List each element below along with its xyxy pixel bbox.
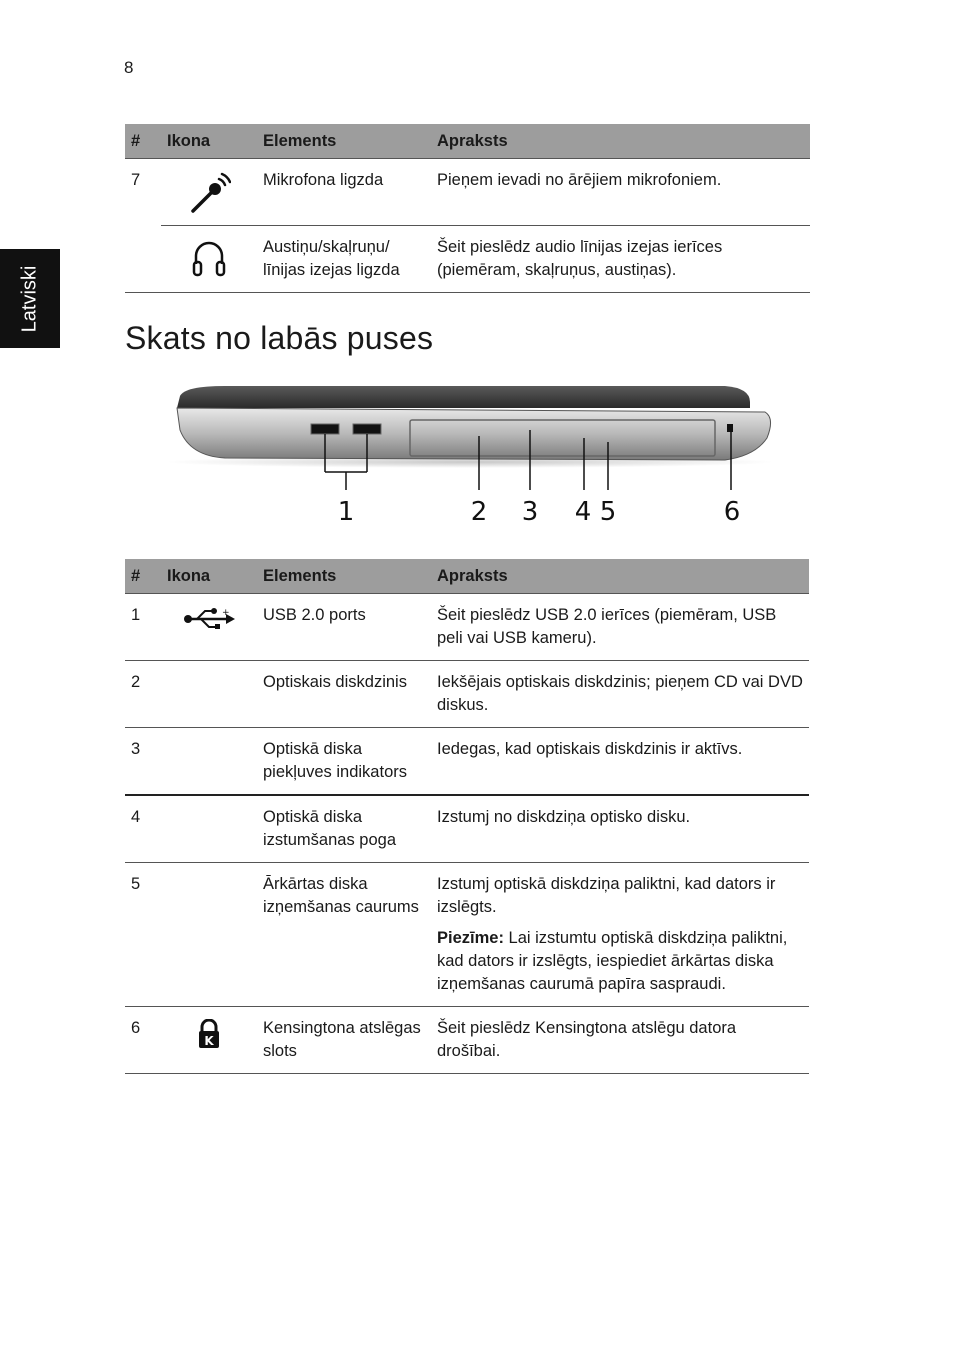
microphone-icon bbox=[187, 171, 231, 215]
ports-table-left bbox=[125, 124, 810, 293]
callout-1: 1 bbox=[337, 497, 355, 527]
svg-text:+: + bbox=[222, 608, 230, 618]
row-num: 1 bbox=[125, 594, 161, 661]
row-element: Optiskais diskdzinis bbox=[257, 661, 431, 728]
laptop-right-side-illustration bbox=[165, 378, 785, 538]
row-description: Pieņem ievadi no ārējiem mikrofoniem. bbox=[431, 159, 810, 226]
row-num: 7 bbox=[131, 171, 141, 189]
page-number: 8 bbox=[124, 58, 134, 77]
row-description: Šeit pieslēdz USB 2.0 ierīces (piemēram, USB peli vai USB kameru). bbox=[431, 594, 809, 661]
row-icon bbox=[161, 661, 257, 728]
section-title: Skats no labās puses bbox=[125, 320, 434, 356]
table-row bbox=[125, 661, 809, 728]
row-note bbox=[437, 927, 803, 996]
table-row bbox=[125, 728, 809, 796]
row-num: 4 bbox=[125, 795, 161, 863]
header-icon: Ikona bbox=[161, 124, 257, 159]
table-row bbox=[125, 863, 809, 1007]
ports-table-right bbox=[125, 559, 809, 1074]
row-description: Iedegas, kad optiskais diskdzinis ir aktīvs. bbox=[431, 728, 809, 796]
header-icon: Ikona bbox=[161, 559, 257, 594]
row-element: Ārkārtas diska izņemšanas caurums bbox=[257, 863, 431, 1007]
usb-port-1 bbox=[311, 424, 339, 434]
header-element: Elements bbox=[257, 124, 431, 159]
row-icon bbox=[161, 795, 257, 863]
callout-6: 6 bbox=[723, 497, 741, 527]
usb-port-2 bbox=[353, 424, 381, 434]
table-row bbox=[125, 594, 809, 661]
note-label: Piezīme: bbox=[437, 929, 504, 947]
table-header-row bbox=[125, 559, 809, 594]
callout-3: 3 bbox=[521, 497, 539, 527]
row-element: Kensingtona atslēgas slots bbox=[257, 1007, 431, 1074]
row-icon bbox=[161, 594, 257, 661]
table-row bbox=[125, 159, 810, 226]
callout-4: 4 bbox=[574, 497, 592, 527]
row-element: Optiskā diska izstumšanas poga bbox=[257, 795, 431, 863]
table-row bbox=[125, 795, 809, 863]
language-tab bbox=[0, 249, 60, 348]
row-description: Šeit pieslēdz Kensingtona atslēgu datora drošībai. bbox=[431, 1007, 809, 1074]
row-description: Izstumj no diskdziņa optisko disku. bbox=[431, 795, 809, 863]
row-icon bbox=[161, 1007, 257, 1074]
note-text: Lai izstumtu optiskā diskdziņa paliktni, kad dators ir izslēgts, iespiediet ārkārtas diska izņemšanas caurumā papīra saspraudi. bbox=[437, 929, 788, 993]
header-num: # bbox=[125, 124, 161, 159]
svg-text:K: K bbox=[204, 1034, 214, 1048]
row-description: Šeit pieslēdz audio līnijas izejas ierīces (piemēram, skaļruņus, austiņas). bbox=[431, 226, 810, 293]
row-element: Austiņu/skaļruņu/ līnijas izejas ligzda bbox=[257, 226, 431, 293]
callout-5: 5 bbox=[599, 497, 617, 527]
row-num: 3 bbox=[125, 728, 161, 796]
row-description: Iekšējais optiskais diskdzinis; pieņem CD vai DVD diskus. bbox=[431, 661, 809, 728]
row-num: 5 bbox=[125, 863, 161, 1007]
row-icon bbox=[161, 159, 257, 226]
laptop-lid bbox=[177, 386, 750, 408]
row-icon bbox=[161, 863, 257, 1007]
row-element: Optiskā diska piekļuves indikators bbox=[257, 728, 431, 796]
kensington-slot bbox=[727, 424, 733, 432]
header-description: Apraksts bbox=[431, 559, 809, 594]
row-num: 6 bbox=[125, 1007, 161, 1074]
table-row bbox=[125, 1007, 809, 1074]
headphones-icon bbox=[191, 238, 227, 278]
header-description: Apraksts bbox=[431, 124, 810, 159]
laptop-base bbox=[177, 408, 771, 460]
row-description-text: Izstumj optiskā diskdziņa paliktni, kad dators ir izslēgts. bbox=[437, 875, 776, 916]
language-tab-label: Latviski bbox=[18, 265, 41, 332]
header-num: # bbox=[125, 559, 161, 594]
table-header-row bbox=[125, 124, 810, 159]
row-icon bbox=[161, 728, 257, 796]
row-element: USB 2.0 ports bbox=[257, 594, 431, 661]
row-icon bbox=[161, 226, 257, 293]
row-description bbox=[431, 863, 809, 1007]
usb-icon bbox=[183, 606, 235, 632]
row-num bbox=[125, 226, 161, 293]
table-row bbox=[125, 226, 810, 293]
header-element: Elements bbox=[257, 559, 431, 594]
row-element: Mikrofona ligzda bbox=[257, 159, 431, 226]
callout-2: 2 bbox=[470, 497, 488, 527]
kensington-lock-icon bbox=[197, 1019, 221, 1049]
row-num: 2 bbox=[125, 661, 161, 728]
